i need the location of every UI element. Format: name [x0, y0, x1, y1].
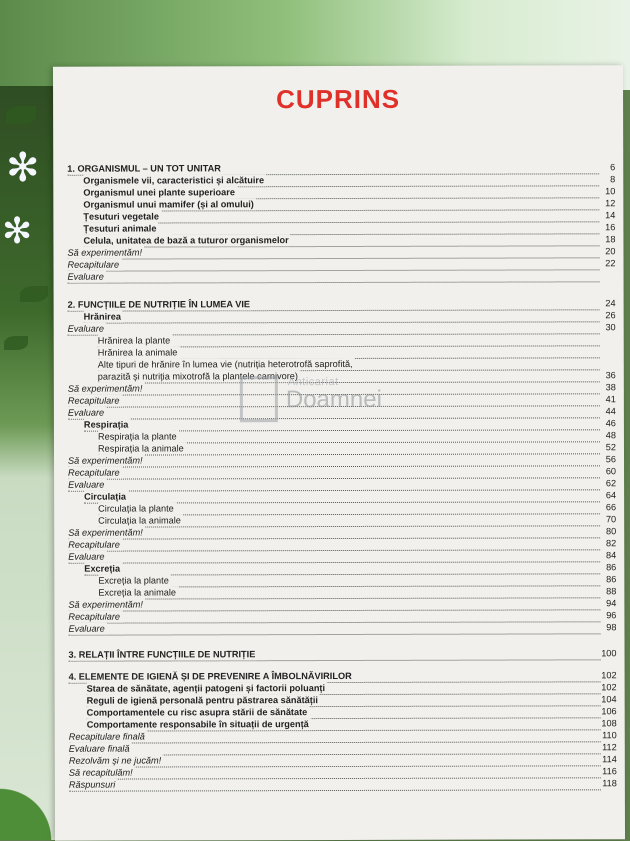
- toc-entry: [69, 777, 617, 790]
- toc-entry-title: Țesuturi animale: [83, 222, 158, 234]
- toc-entry-page: 52: [600, 441, 616, 453]
- toc-entry-title: Evaluare: [68, 623, 106, 635]
- toc-entry-title: 3. RELAȚII ÎNTRE FUNCȚIILE DE NUTRIȚIE: [69, 648, 258, 660]
- toc-entry-title: parazită și nutriția mixotrofă la plantele carnivore): [98, 370, 300, 383]
- toc-entry-title: 1. ORGANISMUL – UN TOT UNITAR: [67, 162, 223, 174]
- leader-dots: [69, 777, 601, 791]
- toc-entry-title: Circulația la plante: [98, 502, 176, 514]
- toc-entry-page: 48: [600, 429, 616, 441]
- toc-entry-title: Evaluare finală: [69, 743, 132, 755]
- toc-entry-page: 82: [600, 537, 616, 549]
- toc-entry-page: 26: [600, 309, 616, 321]
- toc-entry-title: Starea de sănătate, agenții patogeni și factorii poluanți: [87, 682, 327, 695]
- toc-entry-title: Organismul unui mamifer (și al omului): [83, 198, 256, 210]
- flower-icon: ✻: [2, 214, 32, 250]
- toc-entry-title: Hrănirea la animale: [98, 346, 180, 358]
- toc-entry-title: Evaluare: [68, 551, 106, 563]
- toc-entry-page: 30: [600, 321, 616, 333]
- toc-entry-title: Rezolvăm și ne jucăm!: [69, 754, 163, 766]
- toc-entry-title: Organismele vii, caracteristici și alcătuire: [83, 174, 266, 186]
- toc-entry-title: Evaluare: [68, 407, 106, 419]
- toc-entry-page: 44: [600, 405, 616, 417]
- toc-entry-page: 94: [600, 597, 616, 609]
- toc-entry-page: 98: [600, 621, 616, 633]
- toc-entry-page: 66: [600, 501, 616, 513]
- toc-entry-title: Excreția la plante: [98, 574, 171, 586]
- watermark-line1: Anticariat: [288, 376, 339, 388]
- background-left-photo: [0, 86, 58, 840]
- toc-entry-page: 10: [599, 185, 615, 197]
- toc-entry-page: 12: [599, 197, 615, 209]
- toc-entry-title: Să experimentăm!: [68, 527, 145, 539]
- toc-entry: [68, 621, 616, 634]
- toc-entry-title: Țesuturi vegetale: [83, 210, 161, 222]
- toc-entry-page: 70: [600, 513, 616, 525]
- toc-entry-page: 6: [599, 161, 615, 173]
- toc-entry-title: Să recapitulăm!: [69, 767, 135, 779]
- toc-entry-page: 84: [600, 549, 616, 561]
- toc-entry-page: 86: [600, 561, 616, 573]
- toc-entry-title: Organismul unei plante superioare: [83, 186, 237, 198]
- toc-entry-page: 118: [601, 777, 617, 789]
- toc-entry-page: 106: [601, 705, 617, 717]
- toc-entry-title: 4. ELEMENTE DE IGIENĂ ȘI DE PREVENIRE A ÎMBOLNĂVIRILOR: [69, 670, 354, 683]
- toc-entry-title: Comportamentele cu risc asupra stării de sănătate: [87, 706, 310, 719]
- toc-entry-title: Recapitulare: [68, 611, 122, 623]
- toc-entry-title: Excreția: [84, 563, 122, 575]
- toc-entry-page: 114: [601, 753, 617, 765]
- toc-entry-title: Alte tipuri de hrănire în lumea vie (nutriția heterotrofă saprofită,: [98, 358, 355, 371]
- toc-entry-title: Hrănirea la plante: [98, 334, 173, 346]
- toc-entry: [68, 269, 616, 282]
- toc-entry-title: Excreția la animale: [98, 586, 178, 598]
- leaf-shape: [20, 286, 48, 302]
- toc-entry-title: Recapitulare: [68, 467, 122, 479]
- toc-entry-title: Evaluare: [68, 323, 106, 335]
- toc-entry-title: Să experimentăm!: [68, 455, 145, 467]
- toc-entry-title: Să experimentăm!: [68, 599, 145, 611]
- toc-entry-page: 64: [600, 489, 616, 501]
- toc-entry: [69, 647, 617, 660]
- toc-entry-page: 46: [600, 417, 616, 429]
- leader-dots: [68, 621, 600, 635]
- watermark-logo-icon: [240, 376, 278, 422]
- toc-entry-page: 100: [601, 647, 617, 659]
- toc-entry-title: Recapitulare: [67, 259, 121, 271]
- toc-entry-page: 8: [599, 173, 615, 185]
- toc-entry-page: 36: [600, 369, 616, 381]
- toc-entry-page: 60: [600, 465, 616, 477]
- toc-entry-title: Circulația la animale: [98, 514, 183, 526]
- toc-entry-page: 108: [601, 717, 617, 729]
- toc-entry-title: Recapitulare: [68, 395, 122, 407]
- toc-entry-title: Evaluare: [68, 479, 106, 491]
- toc-entry-title: Celula, unitatea de bază a tuturor organismelor: [83, 234, 290, 247]
- leader-dots: [68, 269, 600, 283]
- toc-entry-page: 56: [600, 453, 616, 465]
- flower-icon: ✻: [6, 148, 40, 188]
- toc-entry-title: Să experimentăm!: [68, 383, 145, 395]
- page-title: CUPRINS: [53, 83, 623, 115]
- toc-entry-page: 116: [601, 765, 617, 777]
- watermark: [240, 372, 420, 452]
- toc-entry-page: 104: [601, 693, 617, 705]
- toc-entry-title: Reguli de igienă personală pentru păstrarea sănătății: [87, 694, 320, 707]
- toc-entry-title: 2. FUNCȚIILE DE NUTRIȚIE ÎN LUMEA VIE: [68, 298, 252, 310]
- corner-decoration: [0, 770, 60, 840]
- toc-entry-title: Evaluare: [68, 271, 106, 283]
- toc-entry-page: 86: [600, 573, 616, 585]
- toc-entry-title: Circulația: [84, 491, 128, 503]
- toc-entry-page: 110: [601, 729, 617, 741]
- toc-entry-page: 102: [601, 681, 617, 693]
- toc-entry-page: 22: [599, 257, 615, 269]
- toc-entry-title: Recapitulare: [68, 539, 122, 551]
- toc-entry-page: 20: [599, 245, 615, 257]
- toc-entry-page: 24: [600, 297, 616, 309]
- toc-entry-title: Respirația la plante: [98, 430, 179, 442]
- toc-entry-page: 16: [599, 221, 615, 233]
- toc-entry-page: 88: [600, 585, 616, 597]
- toc-entry-title: Să experimentăm!: [67, 247, 144, 259]
- toc-entry-title: Respirația la animale: [98, 442, 186, 454]
- toc-entry-title: Comportamente responsabile în situații de urgență: [87, 718, 311, 731]
- toc-entry-title: Răspunsuri: [69, 779, 118, 791]
- toc-entry-title: Recapitulare finală: [69, 731, 147, 743]
- toc-entry-page: 18: [599, 233, 615, 245]
- toc-entry-page: 96: [600, 609, 616, 621]
- toc-entry-page: 41: [600, 393, 616, 405]
- toc-entry-page: 14: [599, 209, 615, 221]
- watermark-line2: Doamnei: [286, 386, 382, 414]
- toc-entry-page: 102: [601, 669, 617, 681]
- toc-entry-title: Hrănirea: [84, 311, 123, 323]
- toc-entry-page: 80: [600, 525, 616, 537]
- toc-entry-page: 38: [600, 381, 616, 393]
- contents-page: [53, 65, 625, 840]
- table-of-contents: [67, 161, 615, 162]
- toc-entry-title: Respirația: [84, 419, 130, 431]
- leaf-shape: [4, 336, 28, 350]
- toc-entry-page: 62: [600, 477, 616, 489]
- leaf-shape: [6, 106, 36, 124]
- toc-entry-page: 112: [601, 741, 617, 753]
